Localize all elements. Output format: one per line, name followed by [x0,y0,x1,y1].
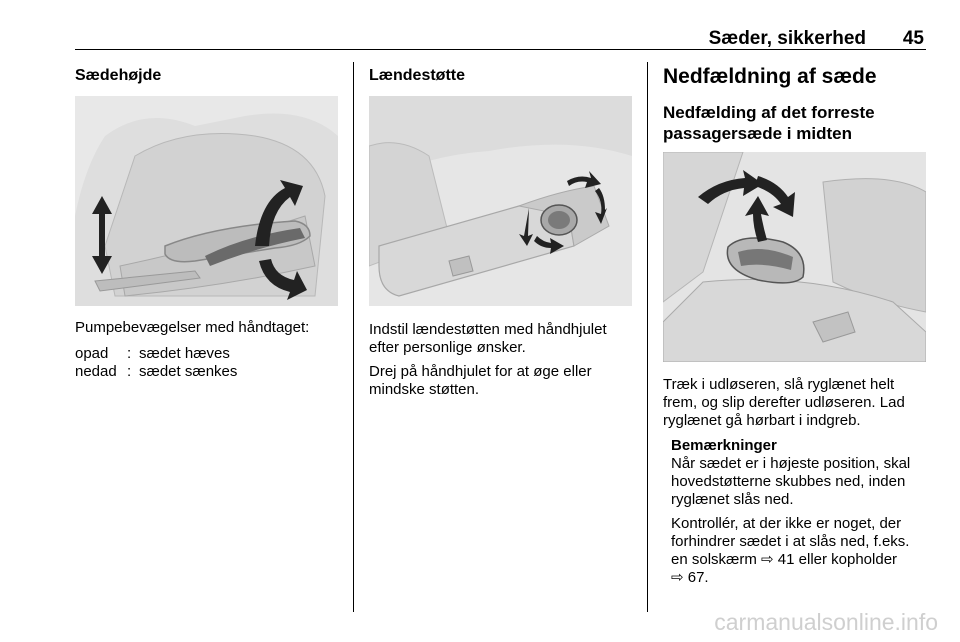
note-headrest [671,455,929,509]
text-line: hovedstøtterne skubbes ned, inden [671,473,906,490]
column-divider-2 [647,62,648,612]
figure-fold-seat [663,152,926,362]
text-span: eller kopholder [798,551,898,568]
lumbar-instructions [369,321,644,357]
page-ref-link[interactable]: 41 [777,551,795,568]
heading-fold-seat: Nedfældning af sæde [663,65,877,88]
note-obstruction [671,515,929,587]
heading-seat-height: Sædehøjde [75,67,162,84]
text-line: efter personlige ønsker. [369,339,526,356]
text-line: forhindrer sædet i at slås ned, f.eks. [671,533,910,550]
list-desc: sædet sænkes [139,363,238,380]
note-title: Bemærkninger [671,437,777,454]
figure-lumbar-support [369,96,632,306]
text-line: ryglænet slås ned. [671,491,794,508]
list-item [75,363,237,381]
section-title: Sæder, sikkerhed [708,28,866,49]
text-line: mindske støtten. [369,381,480,398]
list-colon: : [127,345,132,362]
page-ref-arrow-icon: ⇨ [761,551,774,568]
heading-lumbar-support: Lændestøtte [369,67,465,84]
text-line: ryglænet gå hørbart i indgreb. [663,412,861,429]
text-line: passagersæde i midten [663,124,852,143]
header-rule [75,49,926,50]
text-line: Indstil lændestøtten med håndhjulet [369,321,607,338]
figure-seat-height [75,96,338,306]
text-line: Drej på håndhjulet for at øge eller [369,363,592,380]
subheading-center-seat [663,102,933,144]
page-ref-arrow-icon: ⇨ [671,569,684,586]
column-divider-1 [353,62,354,612]
text-span: en solskærm [671,551,757,568]
lumbar-adjust-text [369,363,644,399]
text-line [671,551,929,569]
fold-instructions [663,376,933,430]
list-term: nedad [75,363,117,380]
text-line: Nedfælding af det forreste [663,103,875,122]
watermark: carmanualsonline.info [714,609,938,635]
page-header [75,28,926,50]
page-number: 45 [902,28,924,49]
text-line [671,569,929,587]
list-colon: : [127,363,132,380]
list-item [75,345,237,363]
page-ref-link[interactable]: 67. [687,569,709,586]
list-term: opad [75,345,109,362]
text-line: frem, og slip derefter udløseren. Lad [663,394,905,411]
text-line: Kontrollér, at der ikke er noget, der [671,515,902,532]
height-list [75,345,237,381]
list-desc: sædet hæves [139,345,230,362]
text-line: Når sædet er i højeste position, skal [671,455,911,472]
text-line: Træk i udløseren, slå ryglænet helt [663,376,895,393]
intro-text: Pumpebevægelser med håndtaget: [75,319,310,336]
